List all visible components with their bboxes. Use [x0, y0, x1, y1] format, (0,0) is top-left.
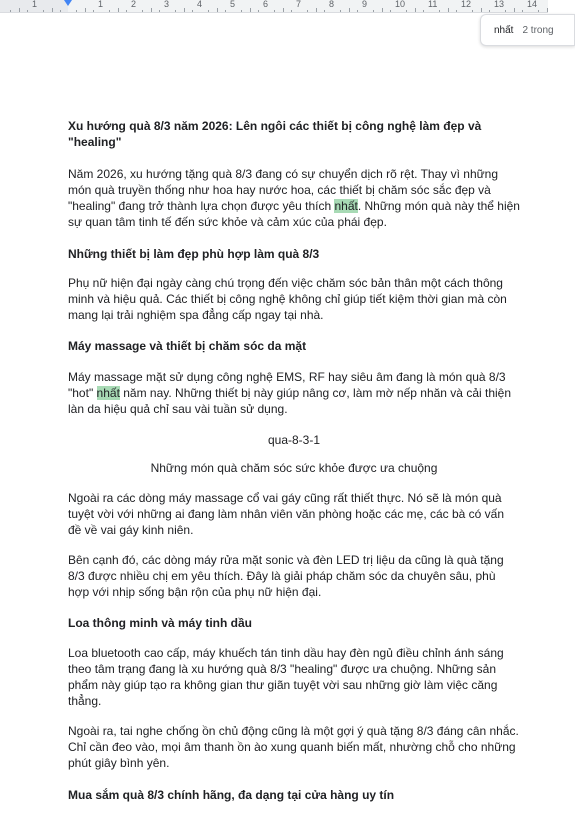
ruler-tick: [505, 10, 506, 12]
horizontal-ruler[interactable]: [0, 0, 548, 13]
ruler-tick: [151, 8, 152, 12]
ruler-tick: [27, 10, 28, 12]
ruler-tick: [324, 10, 325, 12]
ruler-tick: [373, 10, 374, 12]
heading-section-devices: Những thiết bị làm đẹp phù hợp làm quà 8/3: [68, 247, 320, 261]
ruler-tick: [307, 10, 308, 12]
find-query[interactable]: nhất: [494, 24, 514, 36]
ruler-number: 14: [527, 0, 538, 9]
ruler-tick: [93, 10, 94, 12]
ruler-number: 2: [131, 0, 137, 9]
ruler-tick: [423, 10, 424, 12]
ruler-tick: [10, 10, 11, 12]
ruler-number: 3: [164, 0, 170, 9]
ruler-tick: [85, 8, 86, 12]
ruler-tick: [118, 8, 119, 12]
paragraph-headphones: Ngoài ra, tai nghe chống ồn chủ động cũng là một gợi ý quà tặng 8/3 đáng cân nhắc. Chỉ cần đeo vào, mọi âm thanh ồn ào xung quanh biến mất, nhường chỗ cho những phút giây bình yên.: [68, 724, 519, 770]
ruler-tick: [472, 10, 473, 12]
ruler-tick: [184, 8, 185, 12]
ruler-tick: [390, 10, 391, 12]
ruler-tick: [208, 10, 209, 12]
ruler-tick: [514, 8, 515, 12]
paragraph-devices: Phụ nữ hiện đại ngày càng chú trọng đến việc chăm sóc bản thân một cách thông minh và hiệu quả. Các thiết bị công nghệ không chỉ giúp tiết kiệm thời gian mà còn mang lại trải nghiệm spa đẳng cấp ngay tại nhà.: [68, 276, 507, 322]
ruler-tick: [481, 8, 482, 12]
ruler-number: 7: [296, 0, 302, 9]
ruler-tick: [19, 8, 20, 12]
ruler-number: 12: [461, 0, 472, 9]
paragraph-neck-massage: Ngoài ra các dòng máy massage cổ vai gáy cũng rất thiết thực. Nó sẽ là món quà tuyệt vời với những ai đang làm nhân viên văn phòng hoặc các mẹ, các bà có vấn đề về vai gáy kinh niên.: [68, 491, 505, 537]
ruler-tick: [340, 10, 341, 12]
find-bar[interactable]: [480, 14, 575, 46]
paragraph-sonic-led: Bên cạnh đó, các dòng máy rửa mặt sonic và đèn LED trị liệu da cũng là quà tặng 8/3 được nhiều chị em yêu thích. Đây là giải pháp chăm sóc da chuyên sâu, phù hợp với nhịp sống bận rộn của phụ nữ hiện đại.: [68, 553, 504, 599]
ruler-tick: [439, 10, 440, 12]
heading-speaker: Loa thông minh và máy tinh dầu: [68, 616, 253, 630]
find-highlight: nhất: [334, 199, 358, 213]
heading-massage: Máy massage và thiết bị chăm sóc da mặt: [68, 339, 307, 353]
image-caption: Những món quà chăm sóc sức khỏe được ưa chuộng: [150, 461, 438, 475]
ruler-tick: [192, 10, 193, 12]
ruler-number: 6: [263, 0, 269, 9]
ruler-tick: [538, 10, 539, 12]
ruler-tick: [456, 10, 457, 12]
paragraph-intro: Năm 2026, xu hướng tặng quà 8/3 đang có sự chuyển dịch rõ rệt. Thay vì những món quà truyền thống như hoa hay nước hoa, các thiết bị chăm sóc sắc đẹp và "healing" đang trở thành lựa chọn được yêu thích nhất. Những món quà này thể hiện sự quan tâm tinh tế đến sức khỏe và cảm xúc của phái đẹp.: [68, 167, 520, 229]
ruler-tick: [274, 10, 275, 12]
ruler-tick: [357, 10, 358, 12]
heading-title: Xu hướng quà 8/3 năm 2026: Lên ngôi các thiết bị công nghệ làm đẹp và "healing": [68, 119, 482, 149]
ruler-number: 9: [362, 0, 368, 9]
ruler-number: 8: [329, 0, 335, 9]
paragraph-massage: Máy massage mặt sử dụng công nghệ EMS, RF hay siêu âm đang là món quà 8/3 "hot" nhất năm nay. Những thiết bị này giúp nâng cơ, làm mờ nếp nhăn và cải thiện làn da hiệu quả chỉ sau vài tuần sử dụng.: [68, 370, 512, 416]
ruler-tick: [159, 10, 160, 12]
find-highlight-current: nhất: [96, 386, 120, 400]
heading-shopping: Mua sắm quà 8/3 chính hãng, đa dạng tại cửa hàng uy tín: [68, 788, 395, 802]
ruler-tick: [382, 8, 383, 12]
ruler-tick: [349, 8, 350, 12]
ruler-tick: [258, 10, 259, 12]
ruler-tick: [522, 10, 523, 12]
ruler-tick: [241, 10, 242, 12]
ruler-tick: [142, 10, 143, 12]
ruler-tick: [175, 10, 176, 12]
ruler-number: 11: [428, 0, 438, 9]
ruler-tick: [448, 8, 449, 12]
ruler-tick: [291, 10, 292, 12]
ruler-tick: [76, 10, 77, 12]
ruler-number: 1: [32, 0, 38, 9]
ruler-tick: [60, 10, 61, 12]
ruler-tick: [43, 10, 44, 12]
ruler-tick: [283, 8, 284, 12]
image-placeholder: qua-8-3-1: [267, 433, 321, 447]
paragraph-speaker: Loa bluetooth cao cấp, máy khuếch tán tinh dầu hay đèn ngủ điều chỉnh ánh sáng theo tâm trạng đang là xu hướng quà 8/3 "healing" được ưa chuộng. Những sản phẩm này giúp tạo ra không gian thư giãn tuyệt vời sau những giờ làm việc căng thẳng.: [68, 646, 504, 708]
ruler-number: 13: [494, 0, 505, 9]
ruler-tick: [109, 10, 110, 12]
ruler-number: 5: [230, 0, 236, 9]
ruler-number: 10: [395, 0, 406, 9]
find-result-count: 2 trong: [522, 24, 554, 36]
ruler-tick: [547, 8, 548, 12]
ruler-tick: [225, 10, 226, 12]
ruler-tick: [217, 8, 218, 12]
ruler-tick: [52, 8, 53, 12]
ruler-number: 4: [197, 0, 203, 9]
ruler-tick: [406, 10, 407, 12]
ruler-number: 1: [98, 0, 104, 9]
ruler-tick: [250, 8, 251, 12]
ruler-tick: [316, 8, 317, 12]
ruler-tick: [415, 8, 416, 12]
ruler-tick: [126, 10, 127, 12]
ruler-tick: [489, 10, 490, 12]
document-page[interactable]: [68, 112, 520, 803]
